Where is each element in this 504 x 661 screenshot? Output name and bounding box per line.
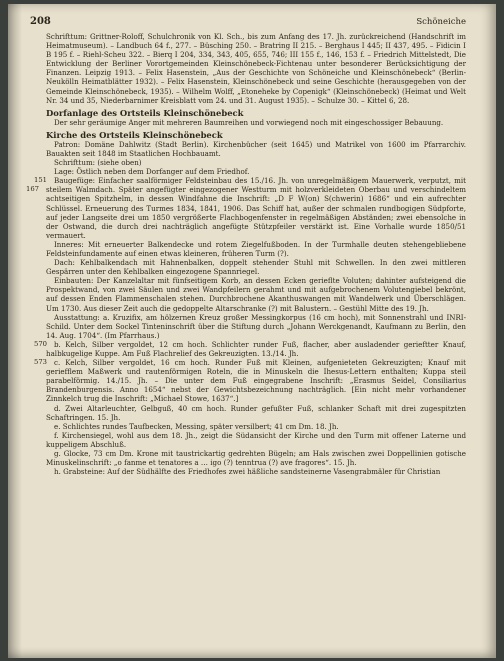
paragraph-lage — [46, 167, 466, 176]
page-number: 208 — [30, 16, 51, 27]
paragraph-text: h. Grabsteine: Auf der Südhälfte des Friedhofes zwei häßliche sandsteinerne Vasengrabmäler für Christian — [54, 467, 441, 477]
paragraph-text: Lage: Östlich neben dem Dorfanger auf dem Friedhof. — [54, 167, 250, 177]
paragraph-baugefuege — [26, 176, 466, 240]
paragraph-einbauten — [46, 276, 466, 312]
paragraph-text: Schrifttum: Grittner-Roloff, Schulchronik von Kl. Sch., bis zum Anfang des 17. Jh. zurückreichend (Handschrift im Heimatmuseum). – Landbuch 64 f., 277. – Büsching 250. – Bratring II 215. – Berghaus I 445; II 437, 495. – Fidicin I B 195 f. – Riehl-Scheu 322. – Bierq I 204, 334, 343, 405, 655, 746; III 155 f., 146, 153 f. – Friedrich Mittelstedt, Die Entwicklung der Berliner Vorortgemeinden Kleinschönebeck-Fichtenau unter besonderer Berücksichtigung der Finanzen. Leipzig 1913. – Felix Hasenstein, „Aus der Geschichte von Schöneiche und Kleinschönebeck“ (Berlin-Neukölln Heimatblätter 1932). – Felix Hasenstein, Kleinschönebeck und seine Geschichte (herausgegeben von der Gemeinde Kleinschönebeck, 1935). – Wilhelm Wolff, „Etoneheke by Copenigk“ (Kleinschönebeck) (Heimat und Welt Nr. 34 und 35, Niederbarnimer Kreisblatt vom 24. und 31. August 1935). – Schulze 30. – Kittel 6, 28. — [46, 32, 466, 105]
page-body — [26, 32, 466, 477]
paragraph-text: Baugefüge: Einfacher saalförmiger Feldsteinbau des 15./16. Jh. von unregelmäßigem Mauerwerk, verputzt, mit steilem Walmdach. Später angefügter eingezogener Westturm mit holzverkleideten Oberbau und verschindeltem achtseitigen Spitzhelm, in dessen Windfahne die Inschrift: „D F W(on) S(chwerin) 1686“ und ein aufrechter Schlüssel. Erneuerung des Turmes 1834, 1841, 1906. Das Schiff hat, außer der schmalen rundbogigen Südpforte, auf jeder Langseite drei um 1850 vergrößerte Flachbogenfenster in regelmäßigen Abständen; zwei ebensolche in der Ostwand, die durch drei nachträglich angefügte Stützpfeiler verstärkt ist. Eine Vorhalle wurde 1850/51 vermauert. — [46, 176, 466, 240]
margin-reference-number: 151 167 — [26, 176, 47, 194]
paragraph-taufbecken — [46, 422, 466, 431]
paragraph-text: Schrifttum: (siehe oben) — [54, 158, 142, 168]
paragraph-text: c. Kelch, Silber vergoldet, 16 cm hoch. Runder Fuß mit Kleinen, aufgenieteten Gekreuzigten; Knauf mit geriefflem Maßwerk und rautenförmigen Roteln, die in Minuskeln die Ihesus-Lettern enthalten; Kuppa steil parabelförmig. 14./15. Jh. – Die unter dem Fuß eingegrabene Inschrift: „Erasmus Seidel, Consiliarius Brandenburgensis. Anno 1654“ nebst der Gewichtsbezeichnung nachträglich. [Ein nicht mehr vorhandener Zinnkelch trug die Inschrift: „Michael Stowe, 1637“.] — [46, 358, 466, 404]
running-title: Schöneiche — [416, 17, 466, 27]
paragraph-text: Einbauten: Der Kanzelaltar mit fünfseitigem Korb, an dessen Ecken gerieflte Voluten; dahinter aufsteigend die Prospektwand, von zwei Säulen und zwei Wandpfeilern gerahmt und mit aufgebrochenem Volutengiebel bekrönt, auf dessen Enden Flammenschalen stehen. Durchbrochene Akanthuswangen mit Wandelwerk und Überschlägen. Um 1730. Aus dieser Zeit auch die gedoppelte Altarschranke (?) mit Balustern. – Gestühl Mitte des 19. Jh. — [46, 276, 466, 313]
paragraph-text: Patron: Domäne Dahlwitz (Stadt Berlin). Kirchenbücher (seit 1645) und Matrikel von 1600 im Pfarrarchiv. Bauakten seit 1848 im Staatlichen Hochbauamt. — [46, 139, 466, 158]
paragraph-schrifttum2 — [46, 158, 466, 167]
paragraph-kirchensiegel — [46, 431, 466, 449]
paragraph-text: Kirche des Ortsteils Kleinschönebeck — [46, 129, 223, 140]
paragraph-dorfanlage — [46, 118, 466, 127]
paragraph-glocke — [46, 449, 466, 467]
margin-reference-number: 570 — [34, 339, 47, 348]
page-header — [30, 16, 466, 28]
paragraph-dach — [46, 258, 466, 276]
paragraph-heading2 — [46, 130, 466, 140]
paragraph-kelch2 — [34, 358, 466, 404]
paragraph-text: Inneres: Mit erneuerter Balkendecke und rotem Ziegelfußboden. In der Turmhalle deuten stehengebliebene Feldsteinfundamente auf einen etwas kleineren, früheren Turm (?). — [46, 239, 466, 258]
paragraph-text: Ausstattung: a. Kruzifix, am hölzernen Kreuz großer Messingkorpus (16 cm hoch), mit Sonnenstrahl und INRI-Schild. Unter dem Sockel Tinteninschrift über die Stiftung durch „Johann Werckgenandt, Kaufmann zu Berlin, den 14. Aug. 1704“. (Im Pfarrhaus.) — [46, 312, 466, 340]
paragraph-inneres — [46, 240, 466, 258]
paragraph-text: d. Zwei Altarleuchter, Gelbguß, 40 cm hoch. Runder gefußter Fuß, schlanker Schaft mit drei zugespitzten Schaftringen. 15. Jh. — [46, 403, 466, 422]
paragraph-text: Dorfanlage des Ortsteils Kleinschönebeck — [46, 107, 244, 118]
paragraph-text: g. Glocke, 73 cm Dm. Krone mit taustrickartig gedrehten Bügeln; am Hals zwischen zwei Doppellinien gotische Minuskelinschrift: „o fanme et tenatores a … igo (?) tenntrua (?) ave fragores“. 15. Jh. — [46, 449, 466, 468]
paragraph-text: Der sehr geräumige Anger mit mehreren Baumreihen und vorwiegend noch mit eingeschossiger Bebauung. — [54, 117, 444, 127]
paragraph-text: e. Schlichtes rundes Taufbecken, Messing, später versilbert; 41 cm Dm. 18. Jh. — [54, 421, 339, 431]
paragraph-heading1 — [46, 108, 466, 118]
book-page — [8, 4, 496, 658]
paragraph-altarleuchter — [46, 404, 466, 422]
paragraph-ausstattung — [46, 313, 466, 340]
paragraph-patron — [46, 140, 466, 158]
page-gutter-shadow — [8, 4, 22, 658]
paragraph-text: b. Kelch, Silber vergoldet, 12 cm hoch. Schlichter runder Fuß, flacher, aber ausladender gerieftter Knauf, halbkugelige Kuppe. Am Fuß Flachrelief des Gekreuzigten. 13./14. Jh. — [46, 339, 466, 358]
paragraph-text: Dach: Kehlbalkendach mit Hahnenbalken, doppelt stehender Stuhl mit Schwellen. In den zwei mittleren Gespärren unter den Kehlbalken eingezogene Spannriegel. — [46, 258, 466, 277]
paragraph-grabsteine — [46, 467, 466, 476]
margin-reference-number: 573 — [34, 358, 47, 367]
paragraph-kelch1 — [34, 339, 466, 358]
paragraph-schrifttum1 — [46, 32, 466, 105]
paragraph-text: f. Kirchensiegel, wohl aus dem 18. Jh., zeigt die Südansicht der Kirche und den Turm mit offener Laterne und kuppeligem Abschluß. — [46, 430, 466, 449]
